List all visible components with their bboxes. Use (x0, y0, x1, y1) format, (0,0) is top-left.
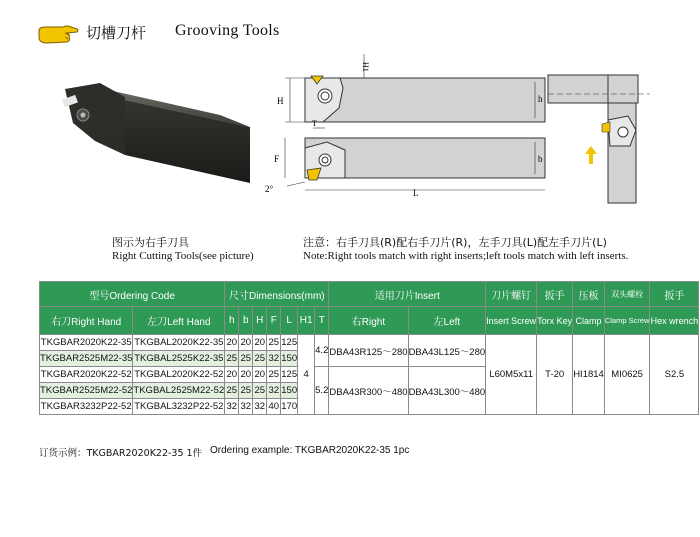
pointing-hand-icon (37, 23, 79, 45)
cell-H1: 4 (298, 335, 315, 415)
header-insert-right: 右Right (329, 307, 408, 335)
cell-b: 25 (239, 383, 253, 399)
header-dim-b: b (239, 307, 253, 335)
header-hex-wrench: Hex wrench (650, 307, 699, 335)
caption-right-cn: 注意：右手刀具(R)配右手刀片(R)，左手刀具(L)配左手刀片(L) (303, 236, 607, 249)
header-right-hand: 右刀Right Hand (40, 307, 133, 335)
cell-H: 20 (253, 335, 267, 351)
dim-label-angle: 2° (265, 184, 274, 194)
cell-right-code: TKGBAR2020K22-52 (40, 367, 133, 383)
cell-H: 20 (253, 367, 267, 383)
cell-L: 150 (281, 383, 298, 399)
cell-L: 125 (281, 335, 298, 351)
dim-label-H: H (277, 96, 284, 106)
cell-h: 32 (225, 399, 239, 415)
cell-clamp: HI1814 (573, 335, 605, 415)
cell-left-code: TKGBAL2525K22-35 (133, 351, 225, 367)
header-dim-h: h (225, 307, 239, 335)
table-row (40, 335, 699, 351)
cell-F: 40 (267, 399, 281, 415)
cell-hex-wrench: S2.5 (650, 335, 699, 415)
caption-left-en: Right Cutting Tools(see picture) (112, 250, 254, 262)
cell-F: 32 (267, 351, 281, 367)
title-cn: 切槽刀杆 (86, 24, 147, 42)
spec-table (39, 281, 699, 415)
cell-h: 25 (225, 383, 239, 399)
header-dim-H1: H1 (298, 307, 315, 335)
cell-F: 32 (267, 383, 281, 399)
dim-label-b: b (538, 154, 543, 164)
header-left-hand: 左刀Left Hand (133, 307, 225, 335)
tool-holder-photo (55, 75, 260, 187)
header-dimensions: 尺寸Dimensions(mm) (225, 282, 329, 307)
cell-left-code: TKGBAL3232P22-52 (133, 399, 225, 415)
header-torx-key: Torx Key (537, 307, 573, 335)
cell-b: 20 (239, 335, 253, 351)
dim-label-H1: H1 (361, 62, 370, 72)
cell-right-code: TKGBAR3232P22-52 (40, 399, 133, 415)
cell-H: 32 (253, 399, 267, 415)
cell-left-code: TKGBAL2525M22-52 (133, 383, 225, 399)
header-dim-T: T (315, 307, 329, 335)
cell-insert-right-2: DBA43R300～480 (329, 367, 408, 415)
cell-insert-right-1: DBA43R125～280 (329, 335, 408, 367)
caption-left-cn: 图示为右手刀具 (112, 236, 189, 249)
header-dim-H: H (253, 307, 267, 335)
dimension-drawing (265, 50, 650, 210)
header-clamp-cn: 压板 (573, 282, 605, 307)
cell-T-group2: 5.2 (315, 367, 329, 415)
cell-H: 25 (253, 383, 267, 399)
cell-F: 25 (267, 367, 281, 383)
cell-H: 25 (253, 351, 267, 367)
header-clamp: Clamp (573, 307, 605, 335)
cell-insert-left-2: DBA43L300～480 (408, 367, 486, 415)
header-ordering-code: 型号Ordering Code (40, 282, 225, 307)
title-en: Grooving Tools (175, 22, 280, 39)
header-insert-screw-cn: 刀片螺钉 (486, 282, 537, 307)
header-clamp-screw: Clamp Screw (604, 307, 650, 335)
dim-label-h: h (538, 94, 543, 104)
header-hex-cn: 扳手 (650, 282, 699, 307)
cell-h: 25 (225, 351, 239, 367)
cell-b: 32 (239, 399, 253, 415)
cell-b: 25 (239, 351, 253, 367)
header-dim-F: F (267, 307, 281, 335)
header-dim-L: L (281, 307, 298, 335)
header-torx-cn: 扳手 (537, 282, 573, 307)
cell-insert-screw: L60M5x11 (486, 335, 537, 415)
cell-insert-left-1: DBA43L125～280 (408, 335, 486, 367)
header-insert: 适用刀片Insert (329, 282, 486, 307)
dim-label-L: L (413, 188, 419, 198)
cell-right-code: TKGBAR2020K22-35 (40, 335, 133, 351)
cell-clamp-screw: MI0625 (604, 335, 650, 415)
header-insert-screw: Insert Screw (486, 307, 537, 335)
dim-label-T: T (312, 119, 317, 128)
cell-h: 20 (225, 367, 239, 383)
header-insert-left: 左Left (408, 307, 486, 335)
caption-right-en: Note:Right tools match with right inserts;left tools match with left inserts. (303, 250, 629, 262)
cell-right-code: TKGBAR2525M22-35 (40, 351, 133, 367)
ordering-example-cn: 订货示例：TKGBAR2020K22-35 1件 (39, 448, 203, 459)
cell-T-group1: 4.2 (315, 335, 329, 367)
cell-right-code: TKGBAR2525M22-52 (40, 383, 133, 399)
cell-F: 25 (267, 335, 281, 351)
cell-L: 170 (281, 399, 298, 415)
cell-h: 20 (225, 335, 239, 351)
dim-label-F: F (274, 154, 280, 164)
cell-left-code: TKGBAL2020K22-52 (133, 367, 225, 383)
cell-L: 150 (281, 351, 298, 367)
cell-left-code: TKGBAL2020K22-35 (133, 335, 225, 351)
ordering-example-en: Ordering example: TKGBAR2020K22-35 1pc (210, 445, 410, 456)
header-clamp-screw-cn: 双头螺栓 (604, 282, 650, 307)
cell-L: 125 (281, 367, 298, 383)
cell-b: 20 (239, 367, 253, 383)
cell-torx-key: T-20 (537, 335, 573, 415)
